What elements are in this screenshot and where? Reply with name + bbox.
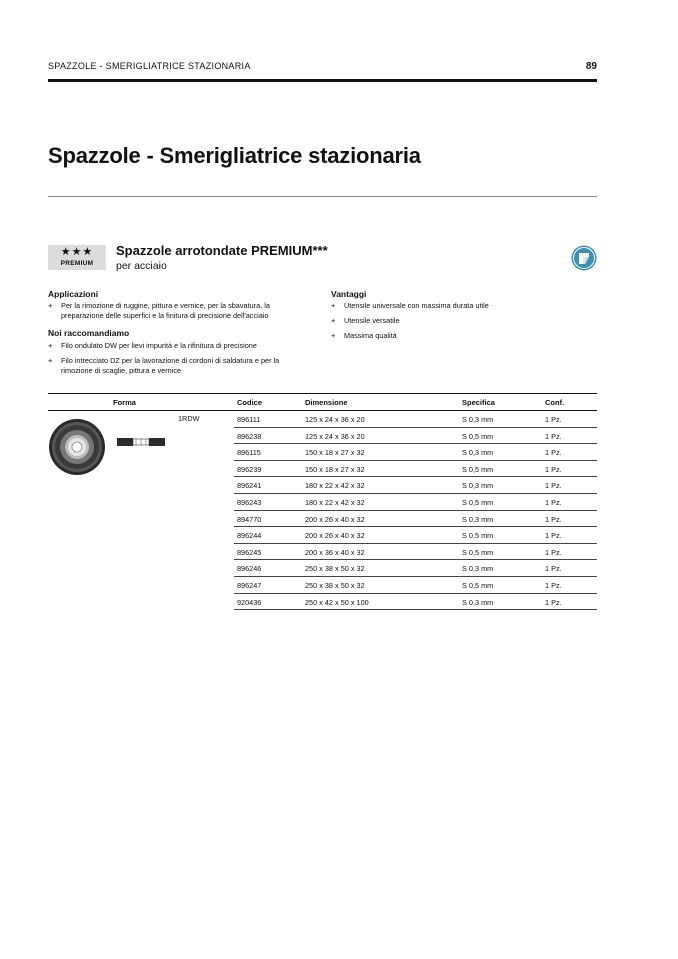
cell-dimensione: 250 x 38 x 50 x 32 [305, 580, 365, 590]
cell-specifica: S 0,3 mm [462, 564, 494, 574]
table-row [234, 428, 597, 445]
cell-codice: 896244 [237, 531, 262, 541]
cell-dimensione: 125 x 24 x 36 x 20 [305, 415, 365, 424]
table-row [234, 461, 597, 478]
cell-conf: 1 Pz. [545, 580, 562, 590]
cell-specifica: S 0,5 mm [462, 497, 494, 507]
page-header [48, 61, 597, 81]
cell-specifica: S 0,5 mm [462, 547, 494, 557]
cell-conf: 1 Pz. [545, 464, 562, 474]
cell-codice: 896246 [237, 564, 262, 574]
cell-dimensione: 125 x 24 x 36 x 20 [305, 431, 365, 441]
cell-conf: 1 Pz. [545, 597, 562, 607]
cell-dimensione: 150 x 18 x 27 x 32 [305, 448, 365, 458]
cell-conf: 1 Pz. [545, 514, 562, 524]
cell-conf: 1 Pz. [545, 481, 562, 491]
table-row [234, 494, 597, 511]
raccomandiamo-heading: Noi raccomandiamo [48, 328, 130, 338]
cell-conf: 1 Pz. [545, 448, 562, 458]
table-row [234, 594, 597, 611]
header-forma: Forma [113, 398, 136, 407]
page-title: Spazzole - Smerigliatrice stazionaria [48, 143, 421, 168]
cell-codice: 896247 [237, 580, 262, 590]
cell-dimensione: 200 x 36 x 40 x 32 [305, 547, 365, 557]
round-brush-image [48, 418, 106, 476]
premium-badge [48, 245, 106, 270]
applicazioni-heading: Applicazioni [48, 289, 99, 299]
cell-codice: 896239 [237, 464, 262, 474]
raccomandiamo-list [48, 341, 312, 381]
title-divider [48, 196, 597, 197]
cell-specifica: S 0,3 mm [462, 448, 494, 458]
list-item: + Filo intrecciato DZ per la lavorazione di cordoni di saldatura e per la rimozione di scaglie, pittura e vernice [48, 356, 312, 376]
list-item: + Per la rimozione di ruggine, pittura e vernice, per la sbavatura, la preparazione delle superfici e la finitura di precisione dell'acciaio [48, 301, 298, 321]
list-item: + Filo ondulato DW per lievi impurità e la rifinitura di precisione [48, 341, 312, 351]
header-dimensione: Dimensione [305, 398, 348, 407]
table-header [48, 393, 597, 411]
page-number: 89 [585, 61, 597, 72]
vantaggi-list [331, 301, 591, 346]
list-item: + Massima qualità [331, 331, 591, 341]
list-item: + Utensile universale con massima durata utile [331, 301, 591, 311]
cell-dimensione: 150 x 18 x 27 x 32 [305, 464, 365, 474]
table-row [234, 560, 597, 577]
table-row [234, 411, 597, 428]
cell-codice: 896243 [237, 497, 262, 507]
steel-material-icon [571, 245, 597, 271]
applicazioni-list [48, 301, 298, 326]
cell-conf: 1 Pz. [545, 564, 562, 574]
brush-side-view-image [116, 435, 166, 449]
cell-codice: 920436 [237, 597, 262, 607]
cell-dimensione: 200 x 26 x 40 x 32 [305, 514, 365, 524]
cell-codice: 896115 [237, 448, 261, 458]
list-item: + Utensile versatile [331, 316, 591, 326]
cell-dimensione: 250 x 42 x 50 x 100 [305, 597, 369, 607]
table-row [234, 511, 597, 528]
cell-dimensione: 250 x 38 x 50 x 32 [305, 564, 365, 574]
product-subtitle: per acciaio [116, 260, 167, 272]
table-row [234, 577, 597, 594]
cell-specifica: S 0,5 mm [462, 580, 494, 590]
cell-specifica: S 0,3 mm [462, 597, 494, 607]
table-row [234, 444, 597, 461]
cell-dimensione: 180 x 22 x 42 x 32 [305, 497, 365, 507]
shape-label: 1RDW [178, 414, 200, 423]
table-row [234, 477, 597, 494]
cell-codice: 894770 [237, 514, 262, 524]
premium-label: PREMIUM [60, 260, 94, 267]
cell-conf: 1 Pz. [545, 531, 562, 541]
header-codice: Codice [237, 398, 263, 407]
table-row [234, 527, 597, 544]
cell-specifica: S 0,3 mm [462, 415, 494, 424]
cell-dimensione: 180 x 22 x 42 x 32 [305, 481, 365, 491]
cell-codice: 896238 [237, 431, 262, 441]
cell-dimensione: 200 x 26 x 40 x 32 [305, 531, 365, 541]
header-conf: Conf. [545, 398, 565, 407]
stars-icon: ★★★ [60, 246, 94, 258]
cell-conf: 1 Pz. [545, 431, 562, 441]
product-title: Spazzole arrotondate PREMIUM*** [116, 243, 328, 258]
cell-conf: 1 Pz. [545, 547, 562, 557]
cell-codice: 896111 [237, 415, 261, 424]
table-row [234, 544, 597, 561]
cell-specifica: S 0,5 mm [462, 431, 494, 441]
cell-conf: 1 Pz. [545, 415, 562, 424]
header-specifica: Specifica [462, 398, 495, 407]
cell-conf: 1 Pz. [545, 497, 562, 507]
table-body [234, 411, 597, 610]
cell-codice: 896241 [237, 481, 262, 491]
cell-specifica: S 0,3 mm [462, 514, 494, 524]
running-title: SPAZZOLE - SMERIGLIATRICE STAZIONARIA [48, 61, 251, 71]
cell-specifica: S 0,5 mm [462, 531, 494, 541]
cell-specifica: S 0,3 mm [462, 481, 494, 491]
vantaggi-heading: Vantaggi [331, 289, 367, 299]
header-rule [48, 79, 597, 82]
cell-specifica: S 0,5 mm [462, 464, 494, 474]
cell-codice: 896245 [237, 547, 262, 557]
